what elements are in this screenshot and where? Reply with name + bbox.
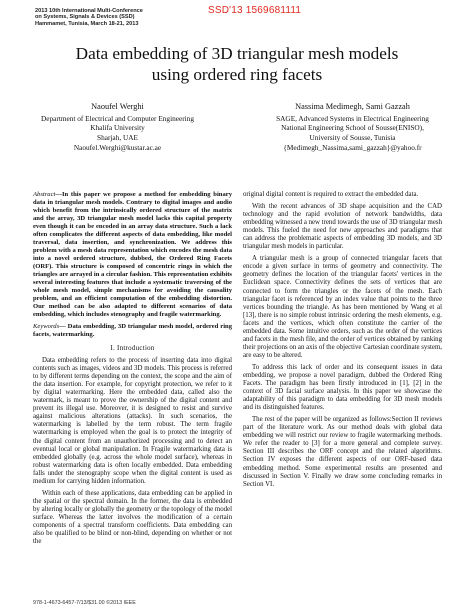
author-location: University of Sousse, Tunisia (309, 132, 396, 142)
right-column (243, 191, 442, 493)
body-paragraph: With the recent advances of 3D shape acquisition and the CAD technology and the rapid evolution of network bandwidths, data embedding witnessed a new trend towards the use of 3D triangular mesh models. This fueled the need for new approaches and paradigms that can address the problematic aspects of embedding 3D models, and 3D triangular mesh models in particular. (243, 203, 442, 251)
body-paragraph: To address this lack of order and its consequent issues in data embedding, we propose a novel paradigm, dubbed the Ordered Ring Facets. The paradigm has been firstly introduced in [1], [2] in the context of 3D facial surface analysis. In this paper we showcase the adaptability of this paradigm to data embedding for 3D mesh models and its distinguished features. (243, 363, 442, 412)
author-email: Naoufel.Werghi@kustar.ac.ae (73, 142, 162, 152)
conference-line: 2013 10th International Multi-Conference (35, 8, 143, 14)
conference-header (35, 8, 215, 27)
paper-id-stamp: SSD'13 1569681111 (208, 5, 302, 16)
author-affiliation: Department of Electrical and Computer Engineering (41, 113, 194, 123)
author-email: {Medimegh_Nassima,sami_gazzah}@yahoo.fr (283, 142, 422, 152)
title-line: Data embedding of 3D triangular mesh models (75, 44, 399, 63)
body-paragraph: original digital content is required to extract the embedded data. (243, 191, 419, 198)
keywords-label: Keywords (33, 323, 60, 330)
author-name: Nassima Medimegh, Sami Gazzah (295, 102, 410, 111)
author-affiliation: National Engineering School of Sousse(ENISO), (281, 123, 424, 133)
body-paragraph: Within each of these applications, data embedding can be applied in the spatial or the spectral domain. In the former, the data is embedded by altering locally or globally the geometry or the topology of the model surface. Whereas the latter involves the modification of a certain components of a spectral transform coefficients. Data embedding can also be qualified to be blind or non-blind, depending on whether or not the (33, 489, 232, 546)
keywords (33, 323, 232, 339)
title-line: using ordered ring facets (151, 64, 323, 84)
author-affiliation: Khalifa University (90, 123, 145, 133)
author-affiliation: SAGE, Advanced Systems in Electrical Engineering (276, 113, 429, 123)
abstract-label: Abstract (33, 191, 56, 198)
abstract-text: —In this paper we propose a method for embedding binary data in triangular mesh models. Contrary to digital images and audio which benefit from the intrinsically ordered structure of the matrix and the array, 3D triangular mesh model lacks this capital property even though it can be encoded in an array data structure. Such a lack often complicates the different aspects of data embedding, like model traversal, data insertion, and synchronization. We address this problem with a mesh data representation which encodes the mesh data into a novel ordered structure, dubbed, the Ordered Ring Facets (ORF). This structure is composed of concentric rings in which the triangles are arrayed in a circular fashion. This representation exhibits several interesting features that include a systematic traversing of the whole mesh model, simple mechanisms for avoiding the causality problem, and an efficient computation of the embedding distortion. Our method can be also adapted to different scenarios of data embedding, which includes stenography and fragile watermarking. (33, 191, 232, 318)
abstract (33, 191, 232, 319)
body-paragraph: A triangular mesh is a group of connected triangular facets that encode a given surface in terms of geometry and connectivity. The geometry defines the location of the triangular facets' vertices in the Euclidean space. Connectivity defines the sets of vertices that are connected to form the triangles or the facets of the mesh. Each triangular facet is referenced by an index value that points to the three vertices bounding the triangle. As has been mentioned by Wang et al [13], there is no simple robust intrinsic ordering the mesh elements, e.g. facets and the vertices, which often constitute the carrier of the embedded data. Some intuitive orders, such as the order of the vertices and facets in the mesh file, and the order of vertices obtained by ranking their projections on an axis of the objective Cartesian coordinate system, are easy to be altered. (243, 255, 442, 359)
author-location: Sharjah, UAE (97, 132, 138, 142)
author-name: Naoufel Werghi (91, 102, 144, 111)
author-block-werghi (10, 102, 225, 152)
conference-line: Hammamet, Tunisia, March 18-21, 2013 (35, 20, 139, 27)
keywords-text: — Data embedding, 3D triangular mesh model, ordered ring facets, watermarking. (33, 323, 232, 338)
copyright-footer: 978-1-4673-6457-7/13/$31.00 ©2013 IEEE (33, 600, 136, 606)
left-column (33, 191, 232, 550)
paper-title (30, 44, 444, 85)
conference-line: on Systems, Signals & Devices (SSD) (35, 14, 135, 21)
body-paragraph: The rest of the paper will be organized as follows:Section II reviews part of the literature work. As our method deals with global data embedding we will restrict our review to fragile watermarking methods. We refer the reader to [3] for a more general and complete survey. Section III describes the ORF concept and the related algorithms. Section IV exposes the different aspects of our ORF-based data embedding method. Some experimental results are presented and discussed in Section V. Finally we draw some concluding remarks in Section VI. (243, 416, 442, 488)
author-block-medimegh-gazzah (245, 102, 460, 152)
section-heading-introduction: I. Introduction (110, 345, 155, 352)
body-paragraph: Data embedding refers to the process of inserting data into digital contents such as images, videos and 3D models. This process is referred to by different terms depending on the context, the scope and the aim of the data insertion. For example, for copyright protection, we refer to it by digital watermarking. Here the embedded data, called also the watermark, is meant to prove the ownership of the digital content and prevent its illegal use. Moreover, it is designed to resist and survive against malicious alterations (attacks). In such scenarios, the watermarking is labelled by the term robust. The term fragile watermarking is employed when the goal is to protect the integrity of the digital content from an unauthorized processing and to detect an eventual local or global manipulation. In Fragile watermarking data is embedded globally (e.g. across the whole model surface), whereas in robust watermarking data is often locally embedded. Data embedding falls under the stenography scope when the digital content is used as medium for carrying hidden information. (33, 357, 232, 485)
